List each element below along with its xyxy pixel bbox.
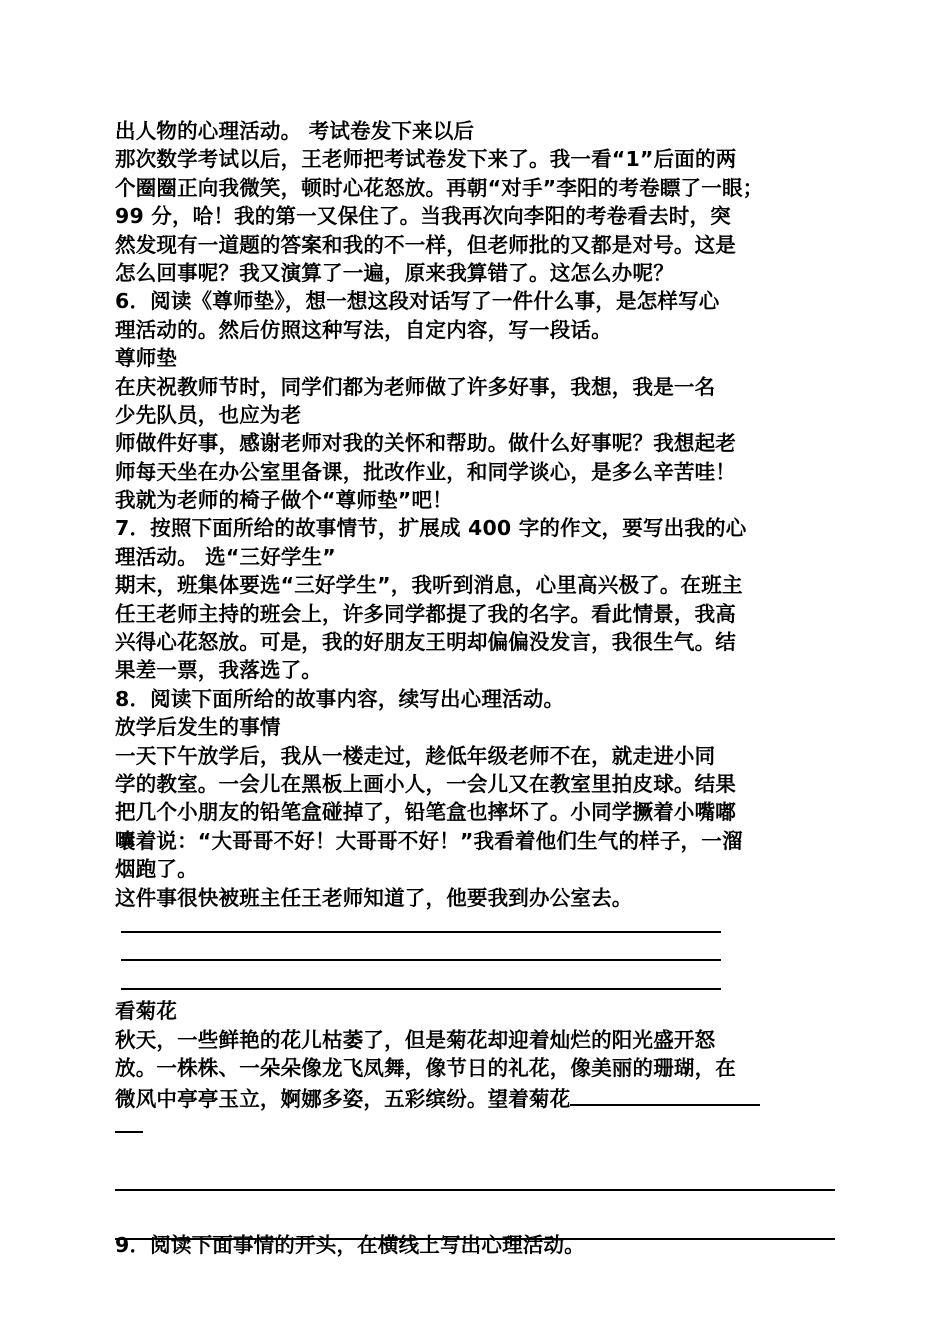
text-line: 这件事很快被班主任王老师知道了，他要我到办公室去。 (115, 885, 633, 910)
answer-blank-continuation[interactable] (115, 1111, 840, 1139)
section-title: 看菊花 (115, 999, 178, 1024)
text-line: 我就为老师的椅子做个“尊师垫”吧！ (115, 488, 453, 513)
text-line: 囔着说：“大哥哥不好！大哥哥不好！”我看着他们生气的样子，一溜 (115, 828, 743, 853)
question-6-line: 6．阅读《尊师垫》，想一想这段对话写了一件什么事，是怎样写心 (115, 289, 720, 314)
text-line: 个圈圈正向我微笑，顿时心花怒放。再朝“对手”李阳的考卷瞟了一眼； (115, 175, 764, 200)
answer-blank-line[interactable] (115, 1167, 840, 1195)
answer-blank-line[interactable] (115, 1216, 840, 1244)
text-line-with-blank (115, 1082, 840, 1110)
text-fragment: 微风中亭亭玉立，婀娜多姿，五彩缤纷。望着菊花 (115, 1087, 571, 1112)
text-line: 果差一票，我落选了。 (115, 658, 322, 683)
text-line: 出人物的心理活动。 考试卷发下来以后 (115, 119, 475, 143)
text-line: 烟跑了。 (115, 857, 198, 882)
text-line: 那次数学考试以后，王老师把考试卷发下来了。我一看“1”后面的两 (115, 147, 737, 172)
text-line: 把几个小朋友的铅笔盒碰掉了，铅笔盒也摔坏了。小同学撅着小嘴嘟 (115, 800, 736, 825)
question-9-line: 9．阅读下面事情的开头，在横线上写出心理活动。 (115, 1232, 585, 1257)
text-line: 兴得心花怒放。可是，我的好朋友王明却偏偏没发言，我很生气。结 (115, 630, 736, 655)
answer-blank-line[interactable] (115, 940, 840, 968)
text-line: 少先队员，也应为老 (115, 402, 302, 427)
text-line: 99 分，哈！我的第一又保住了。当我再次向李阳的考卷看去时，突 (115, 204, 731, 229)
text-line: 在庆祝教师节时，同学们都为老师做了许多好事，我想，我是一名 (115, 374, 716, 399)
section-title: 放学后发生的事情 (115, 715, 281, 740)
text-line: 放。一株株、一朵朵像龙飞凤舞，像节日的礼花，像美丽的珊瑚，在 (115, 1055, 736, 1080)
section-title: 尊师垫 (115, 346, 178, 371)
question-7-line: 7．按照下面所给的故事情节，扩展成 400 字的作文，要写出我的心 (115, 516, 747, 541)
text-line: 学的教室。一会儿在黑板上画小人，一会儿又在教室里拍皮球。结果 (115, 771, 736, 796)
text-line: 师做件好事，感谢老师对我的关怀和帮助。做什么好事呢？我想起老 (115, 431, 736, 456)
text-line: 秋天，一些鲜艳的花儿枯萎了，但是菊花却迎着灿烂的阳光盛开怒 (115, 1027, 716, 1052)
text-line: 任王老师主持的班会上，许多同学都提了我的名字。看此情景，我高 (115, 601, 736, 626)
answer-blank-inline[interactable] (570, 1082, 760, 1106)
answer-blank-line[interactable] (115, 912, 840, 940)
answer-blank-line[interactable] (115, 969, 840, 997)
text-line: 理活动的。然后仿照这种写法，自定内容，写一段话。 (115, 317, 612, 342)
text-line: 一天下午放学后，我从一楼走过，趁低年级老师不在，就走进小同 (115, 743, 716, 768)
text-line: 期末，班集体要选“三好学生”，我听到消息，心里高兴极了。在班主 (115, 573, 743, 598)
text-line: 师每天坐在办公室里备课，批改作业，和同学谈心，是多么辛苦哇！ (115, 459, 736, 484)
document-page (115, 117, 840, 1259)
spacer (115, 1139, 840, 1167)
text-line: 怎么回事呢？我又演算了一遍，原来我算错了。这怎么办呢？ (115, 260, 674, 285)
text-line: 然发现有一道题的答案和我的不一样，但老师批的又都是对号。这是 (115, 232, 736, 257)
text-line: 理活动。 选“三好学生” (115, 544, 336, 569)
question-8-line: 8．阅读下面所给的故事内容，续写出心理活动。 (115, 686, 565, 711)
